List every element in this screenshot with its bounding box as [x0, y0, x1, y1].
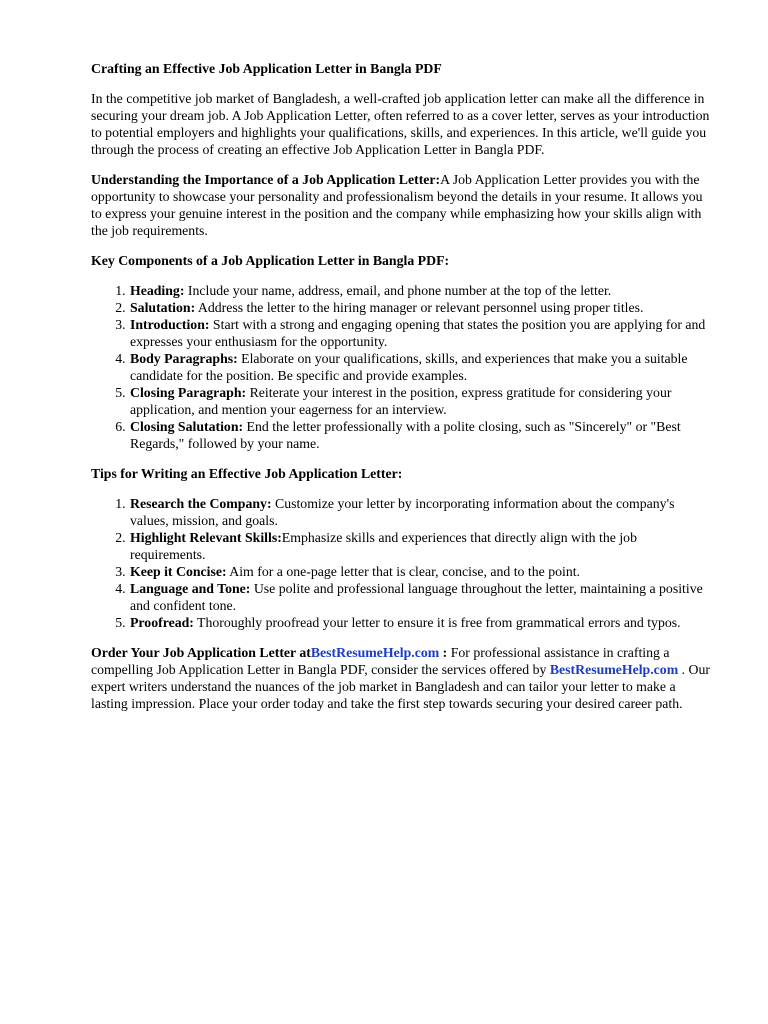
order-colon: : — [439, 645, 448, 660]
components-heading: Key Components of a Job Application Letter in Bangla PDF: — [91, 253, 450, 268]
tip-term: Keep it Concise: — [130, 564, 227, 579]
importance-paragraph — [91, 171, 710, 239]
tips-item — [129, 529, 710, 563]
component-text: Address the letter to the hiring manager or relevant personnel using proper titles. — [195, 300, 644, 315]
component-term: Introduction: — [130, 317, 210, 332]
component-term: Closing Salutation: — [130, 419, 244, 434]
component-text: Elaborate on your qualifications, skills, and experiences that make you a suitable candidate for the position. Be specific and provide examples. — [130, 351, 688, 383]
tip-text: Aim for a one-page letter that is clear, concise, and to the point. — [226, 564, 581, 579]
importance-text: A Job Application Letter provides you with the opportunity to showcase your personality and professionalism beyond the details in your resume. It allows you to express your genuine interest in the position and the company while emphasizing how your skills align with the job requirements. — [91, 172, 703, 238]
components-item — [129, 282, 710, 299]
components-item — [129, 418, 710, 452]
component-text: Reiterate your interest in the position, express gratitude for considering your application, and mention your eagerness for an interview. — [130, 385, 672, 417]
intro-paragraph: In the competitive job market of Bangladesh, a well-crafted job application letter can make all the difference in securing your dream job. A Job Application Letter, often referred to as a cover letter, serves as your introduction to potential employers and highlights your qualifications, skills, and experiences. In this article, we'll guide you through the process of creating an effective Job Application Letter in Bangla PDF. — [91, 91, 710, 157]
tip-text: Customize your letter by incorporating information about the company's values, mission, and goals. — [130, 496, 675, 528]
tip-text: Thoroughly proofread your letter to ensure it is free from grammatical errors and typos. — [193, 615, 681, 630]
component-term: Salutation: — [130, 300, 196, 315]
tips-heading: Tips for Writing an Effective Job Application Letter: — [91, 466, 403, 481]
tips-item — [129, 495, 710, 529]
tips-item — [129, 580, 710, 614]
components-item — [129, 384, 710, 418]
bestresumehelp-link[interactable]: BestResumeHelp.com — [310, 645, 440, 660]
tip-term: Proofread: — [130, 615, 194, 630]
component-text: Start with a strong and engaging opening that states the position you are applying for and expresses your enthusiasm for the opportunity. — [130, 317, 706, 349]
components-item — [129, 299, 710, 316]
importance-heading: Understanding the Importance of a Job Application Letter: — [91, 172, 441, 187]
tip-text: Emphasize skills and experiences that directly align with the job requirements. — [130, 530, 637, 562]
tip-term: Language and Tone: — [130, 581, 251, 596]
tips-list — [91, 495, 710, 631]
order-text: For professional assistance in crafting a compelling Job Application Letter in Bangla PDF, consider the services offered by — [91, 645, 670, 677]
tips-item — [129, 614, 710, 631]
tip-term: Research the Company: — [130, 496, 272, 511]
component-term: Heading: — [130, 283, 185, 298]
component-term: Body Paragraphs: — [130, 351, 238, 366]
components-list — [91, 282, 710, 452]
tip-term: Highlight Relevant Skills: — [130, 530, 282, 545]
component-term: Closing Paragraph: — [130, 385, 247, 400]
bestresumehelp-link-inline[interactable]: BestResumeHelp.com — [549, 662, 679, 677]
tips-item — [129, 563, 710, 580]
components-item — [129, 350, 710, 384]
tip-text: Use polite and professional language throughout the letter, maintaining a positive and confident tone. — [130, 581, 703, 613]
component-text: End the letter professionally with a polite closing, such as "Sincerely" or "Best Regards," followed by your name. — [130, 419, 681, 451]
order-text-continued: . Our expert writers understand the nuances of the job market in Bangladesh and can tailor your letter to make a lasting impression. Place your order today and take the first step towards securing your desired career path. — [91, 662, 711, 711]
order-heading: Order Your Job Application Letter at — [91, 645, 311, 660]
components-item — [129, 316, 710, 350]
document-title: Crafting an Effective Job Application Letter in Bangla PDF — [91, 61, 442, 76]
component-text: Include your name, address, email, and phone number at the top of the letter. — [184, 283, 612, 298]
order-paragraph — [91, 644, 710, 712]
